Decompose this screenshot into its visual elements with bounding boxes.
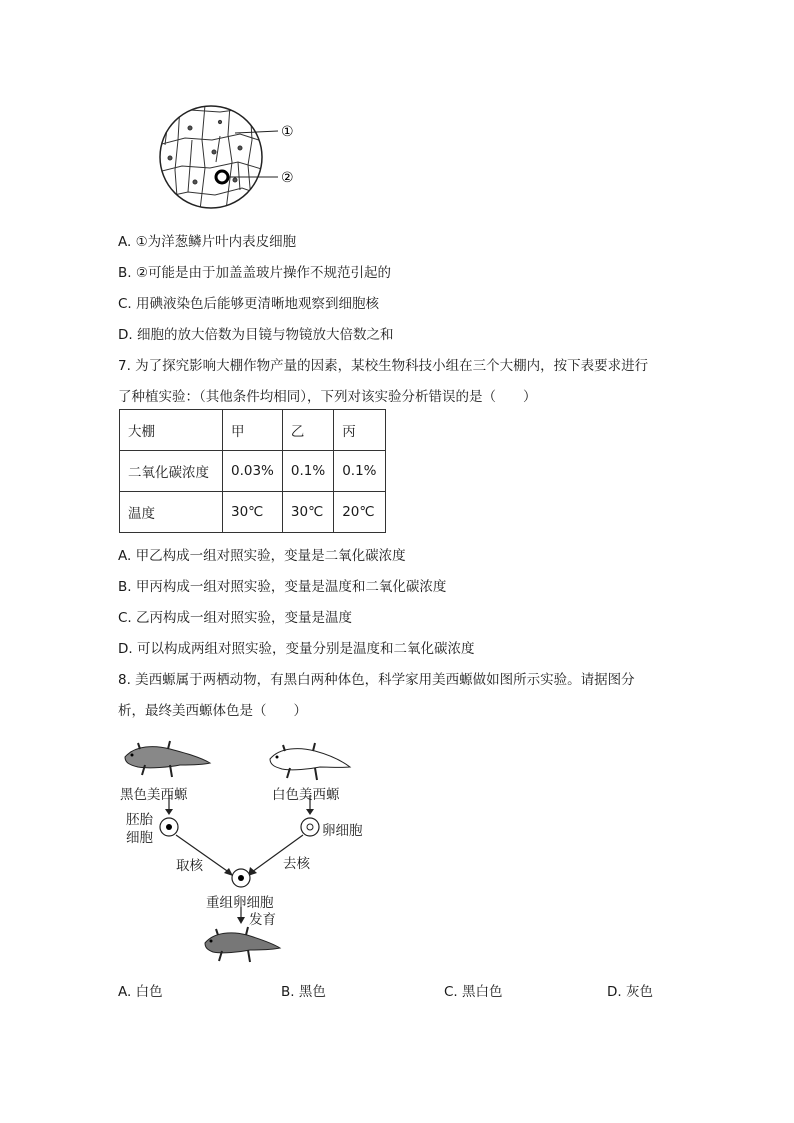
q6-option-a: A. ①为洋葱鳞片叶内表皮细胞 (118, 234, 297, 250)
table-row (120, 451, 386, 492)
result-salamander-icon (205, 927, 280, 962)
table-cell: 乙 (282, 410, 333, 451)
table-cell: 丙 (334, 410, 385, 451)
table-cell: 30℃ (282, 492, 333, 533)
table-cell: 温度 (120, 492, 223, 533)
q6-option-b: B. ②可能是由于加盖盖玻片操作不规范引起的 (118, 265, 391, 281)
table-cell: 30℃ (223, 492, 283, 533)
q6-option-d: D. 细胞的放大倍数为目镜与物镜放大倍数之和 (118, 327, 394, 343)
embryo-label-2: 细胞 (126, 830, 153, 846)
take-nucleus-label: 取核 (176, 858, 203, 874)
egg-cell-label: 卵细胞 (322, 823, 363, 839)
q7-stem-line1: 7. 为了探究影响大棚作物产量的因素，某校生物科技小组在三个大棚内，按下表要求进行 (118, 358, 649, 374)
q7-option-a: A. 甲乙构成一组对照实验，变量是二氧化碳浓度 (118, 548, 406, 564)
table-cell: 0.1% (282, 451, 333, 492)
table-cell: 0.1% (334, 451, 385, 492)
q7-option-d: D. 可以构成两组对照实验，变量分别是温度和二氧化碳浓度 (118, 641, 475, 657)
experiment-table (119, 409, 386, 533)
remove-nucleus-label: 去核 (283, 856, 310, 872)
recombined-egg-label: 重组卵细胞 (206, 895, 274, 911)
table-cell: 二氧化碳浓度 (120, 451, 223, 492)
embryo-label-1: 胚胎 (126, 812, 153, 828)
white-salamander-label: 白色美西螈 (272, 787, 340, 803)
table-row (120, 492, 386, 533)
table-header-row (120, 410, 386, 451)
microscope-view-figure (150, 100, 310, 215)
q8-option-d: D. 灰色 (607, 984, 653, 1000)
table-cell: 20℃ (334, 492, 385, 533)
salamander-experiment-figure (110, 735, 380, 970)
q8-option-c: C. 黑白色 (444, 984, 503, 1000)
q7-stem-line2: 了种植实验：（其他条件均相同），下列对该实验分析错误的是（ ） (118, 389, 537, 405)
develop-label: 发育 (249, 912, 276, 928)
q7-option-c: C. 乙丙构成一组对照实验，变量是温度 (118, 610, 353, 626)
q7-option-b: B. 甲丙构成一组对照实验，变量是温度和二氧化碳浓度 (118, 579, 447, 595)
black-salamander-icon (125, 741, 210, 777)
white-salamander-icon (270, 743, 350, 780)
q8-stem-line1: 8. 美西螈属于两栖动物，有黑白两种体色，科学家用美西螈做如图所示实验。请据图分 (118, 672, 635, 688)
q8-option-a: A. 白色 (118, 984, 163, 1000)
label-1: ① (281, 124, 294, 140)
label-2: ② (281, 170, 294, 186)
q6-option-c: C. 用碘液染色后能够更清晰地观察到细胞核 (118, 296, 380, 312)
q8-stem-line2: 析，最终美西螈体色是（ ） (118, 703, 307, 719)
table-cell: 0.03% (223, 451, 283, 492)
table-cell: 大棚 (120, 410, 223, 451)
q8-option-b: B. 黑色 (281, 984, 326, 1000)
black-salamander-label: 黑色美西螈 (120, 787, 188, 803)
table-cell: 甲 (223, 410, 283, 451)
